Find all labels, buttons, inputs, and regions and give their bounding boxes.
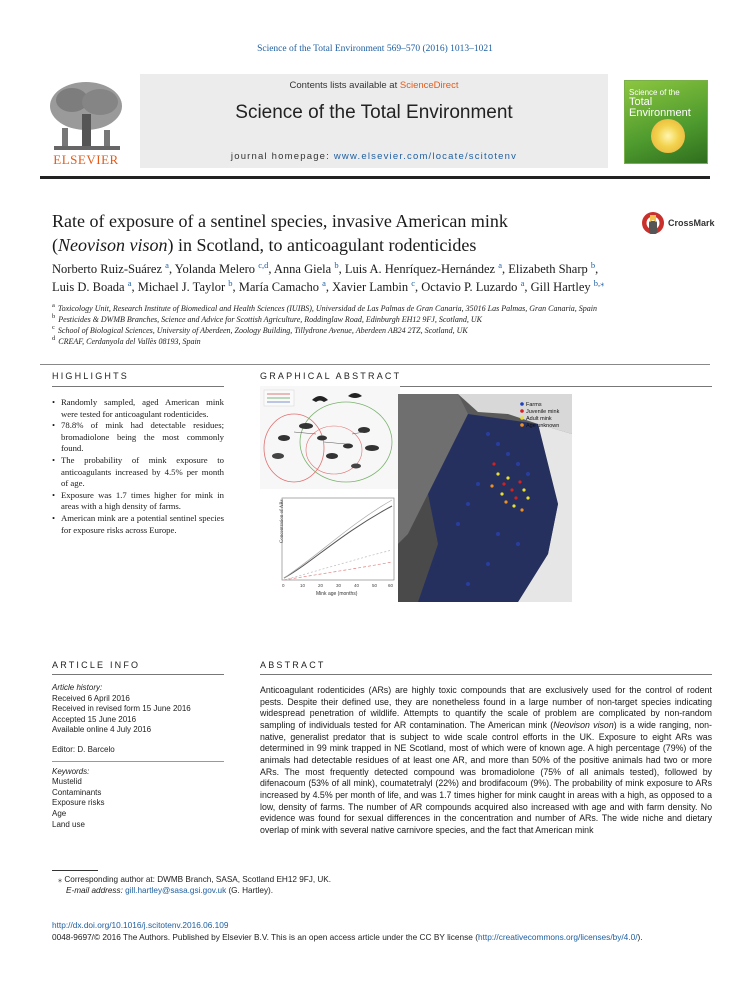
title-species: Neovison vison [58, 235, 168, 255]
author-name[interactable]: Norberto Ruiz-Suárez [52, 262, 163, 276]
crossmark-icon [641, 211, 665, 237]
scotland-mink-map [398, 394, 572, 602]
keyword: Age [52, 808, 67, 818]
affiliation-rule [40, 364, 710, 365]
title-paren: ( [52, 235, 58, 255]
affiliation-text: Pesticides & DWMB Branches, Science and Advice for Scottish Agriculture, Roddinglaw Road, Edinburgh EH12 9FJ, Scotland, UK [58, 315, 482, 324]
highlight-item: • The probability of mink exposure to anticoagulants increased by 4.5% per month of age. [52, 455, 224, 490]
plot-xtick: 50 [372, 583, 378, 588]
highlight-item: • Randomly sampled, aged American mink were tested for anticoagulant rodenticides. [52, 397, 224, 420]
affiliation-text: CREAF, Cerdanyola del Vallès 08193, Spain [58, 337, 201, 346]
crossmark-button[interactable] [641, 211, 715, 237]
author-affiliation-marker[interactable]: b,⁎ [593, 277, 605, 288]
article-title [52, 209, 612, 257]
author-affiliation-marker[interactable]: a [498, 259, 503, 270]
author-name[interactable]: Octavio P. Luzardo [421, 280, 518, 294]
journal-header [40, 74, 710, 168]
author-name[interactable]: Anna Giela [273, 262, 332, 276]
map-legend-age-unknown: Age unknown [526, 423, 560, 429]
author-affiliation-marker[interactable]: b [228, 277, 233, 288]
email-note [66, 886, 273, 895]
author-affiliation-marker[interactable]: b [334, 259, 339, 270]
article-info [52, 683, 224, 830]
author-separator: , [338, 262, 345, 276]
author-affiliation-marker[interactable]: b [590, 259, 596, 270]
license-prefix: 0048-9697/© 2016 The Authors. Published by Elsevier B.V. This is an open access article under the CC BY license ( [52, 932, 478, 942]
keyword: Contaminants [52, 787, 102, 797]
cover-flower-graphic [651, 119, 685, 153]
author-separator: , [131, 280, 138, 294]
license-line [52, 932, 712, 942]
abstract-species: Neovison vison [553, 719, 614, 730]
cover-title-small: Science of the [629, 88, 680, 97]
author-name[interactable]: Yolanda Melero [174, 262, 256, 276]
author-separator: , [168, 262, 175, 276]
plot-ylabel: Concentration of ARs [280, 499, 285, 543]
author-name[interactable]: Luis A. Henríquez-Hernández [344, 262, 496, 276]
author-affiliation-marker[interactable]: c,d [258, 259, 269, 270]
author-separator: , [415, 280, 422, 294]
journal-reference[interactable]: Science of the Total Environment 569–570 (2016) 1013–1021 [257, 44, 493, 54]
plot-xtick: 10 [300, 583, 306, 588]
map-legend-farms: Farms [526, 402, 542, 408]
affiliation-list [52, 303, 702, 347]
journal-title: Science of the Total Environment [235, 102, 513, 123]
author-affiliation-marker[interactable]: a [520, 277, 525, 288]
author-name[interactable]: Michael J. Taylor [137, 280, 226, 294]
author-separator: , [268, 262, 274, 276]
history-item: Available online 4 July 2016 [52, 725, 152, 735]
map-legend-juvenile: Juvenile mink [526, 409, 560, 415]
author-separator: , [325, 280, 333, 294]
email-label: E-mail address: [66, 886, 123, 895]
highlight-item: • Exposure was 1.7 times higher for mink in areas with a high density of farms. [52, 490, 224, 513]
homepage-prefix: journal homepage: [230, 151, 331, 162]
author-separator: , [524, 280, 531, 294]
plot-xlabel: Mink age (months) [316, 591, 358, 597]
contents-line [140, 80, 608, 91]
food-web-diagram [260, 386, 400, 489]
license-suffix: ). [637, 932, 643, 942]
homepage-line [140, 151, 608, 162]
footnote-star: ⁎ [58, 875, 63, 884]
author-name[interactable]: Xavier Lambin [332, 280, 409, 294]
editor: Editor: D. Barcelo [52, 744, 115, 754]
affiliation-item [52, 336, 702, 347]
graphical-abstract-heading: GRAPHICAL ABSTRACT [260, 371, 402, 381]
title-part1: Rate of exposure of a sentinel species, invasive American mink [52, 211, 508, 231]
corresponding-text: Corresponding author at: DWMB Branch, SASA, Scotland EH12 9FJ, UK. [64, 875, 332, 884]
keyword: Exposure risks [52, 798, 105, 808]
email-suffix: (G. Hartley). [228, 886, 274, 895]
history-item: Received in revised form 15 June 2016 [52, 704, 191, 714]
affiliation-text: Toxicology Unit, Research Institute of Biomedical and Health Sciences (IUIBS), Universidad de Las Palmas de Gran Canaria, 35016 Las Palmas, Gran Canaria, Spain [57, 304, 598, 313]
affiliation-marker: a [52, 302, 55, 310]
keyword: Land use [52, 819, 85, 829]
graphical-abstract[interactable] [260, 386, 712, 601]
footnote-rule [52, 870, 98, 871]
header-rule [40, 176, 710, 179]
affiliation-item [52, 303, 702, 314]
cover-title [629, 89, 707, 119]
age-concentration-plot [260, 494, 400, 598]
elsevier-wordmark: ELSEVIER [53, 152, 119, 167]
affiliation-marker: d [52, 335, 56, 343]
author-separator: , [595, 262, 599, 276]
abstract-part2: ) is a wide ranging, non-native, generalist predator that is subject to wide scale control efforts in the UK. Exposure to eight ARs was determined in 99 mink trapped in NE Scotland, most of which were of known age. A high percentage (79%) of the animals had detectable residues of at least one AR, and more than 50% of the positive animals had two or more ARs. The most frequently detected compound was bromadiolone (75% of all animals tested), followed by difenacoum (53% of all mink), coumatetralyl (22%) and brodifacoum (9%). The probability of mink exposure to ARs increased by 4.5% per month of life, and was 1.7 times higher for mink caught in areas with a high, as opposed to a low, density of farms. The number of AR compounds acquired also increased with age and with farm density. No evidence was found for sexual differences in the concentration and number of ARs. The wide niche and dietary overlap of mink with several native carnivore species, and the fact that American mink [260, 719, 712, 835]
author-affiliation-marker[interactable]: a [322, 277, 326, 288]
abstract-part1: Anticoagulant rodenticides (ARs) are highly toxic compounds that are exclusively used for the control of rodent pests. Despite their defined use, they are nonetheless found in a large number of non-target species indicating widespread penetration of wildlife. Attempts to quantify the scale of problem are complicated by non-random sampling of individuals tested for AR contamination. The American mink ( [260, 685, 712, 730]
affiliation-text: School of Biological Sciences, University of Aberdeen, Zoology Building, Tillydrone Avenue, Aberdeen AB24 2TZ, Scotland, UK [57, 326, 468, 335]
affiliation-item [52, 314, 702, 325]
abstract-text [260, 685, 712, 837]
keyword: Mustelid [52, 777, 82, 787]
abstract-heading: ABSTRACT [260, 660, 326, 670]
highlights-rule [52, 386, 224, 387]
article-info-heading: ARTICLE INFO [52, 660, 141, 670]
abstract-rule [260, 674, 712, 675]
plot-xtick: 0 [282, 583, 285, 588]
author-name[interactable]: Elizabeth Sharp [508, 262, 588, 276]
keywords-label: Keywords: [52, 766, 90, 776]
author-name[interactable]: Luis D. Boada [52, 280, 125, 294]
highlight-item: • 78.8% of mink had detectable residues; bromadiolone being the most commonly found. [52, 420, 224, 455]
article-info-divider [52, 761, 224, 762]
doi-link[interactable]: http://dx.doi.org/10.1016/j.scitotenv.2016.06.109 [52, 920, 229, 930]
history-item: Received 6 April 2016 [52, 693, 130, 703]
author-affiliation-marker[interactable]: a [127, 277, 132, 288]
contents-prefix: Contents lists available at [289, 80, 398, 91]
author-name[interactable]: María Camacho [238, 280, 319, 294]
homepage-link[interactable]: www.elsevier.com/locate/scitotenv [333, 151, 518, 162]
email-link[interactable]: gill.hartley@sasa.gsi.gov.uk [125, 886, 227, 895]
affiliation-item [52, 325, 702, 336]
crossmark-label: CrossMark [668, 218, 715, 228]
highlight-item: • American mink are a potential sentinel species for exposure risks across Europe. [52, 513, 224, 536]
author-list [52, 260, 702, 296]
license-link[interactable]: http://creativecommons.org/licenses/by/4.0/ [477, 932, 638, 942]
title-part2: ) in Scotland, to anticoagulant rodenticides [167, 235, 477, 255]
map-legend-adult: Adult mink [526, 416, 552, 422]
corresponding-author-note [58, 874, 331, 884]
author-affiliation-marker[interactable]: c [411, 277, 416, 288]
highlights-heading: HIGHLIGHTS [52, 371, 130, 381]
affiliation-marker: c [52, 324, 55, 332]
journal-cover-image[interactable] [624, 80, 708, 164]
sciencedirect-link[interactable]: ScienceDirect [399, 80, 459, 91]
author-separator: , [502, 262, 509, 276]
cover-title-big: Total Environment [629, 96, 691, 119]
plot-xtick: 20 [318, 583, 324, 588]
author-affiliation-marker[interactable]: a [165, 259, 169, 270]
article-info-rule [52, 674, 224, 675]
affiliation-marker: b [52, 313, 56, 321]
plot-xtick: 60 [388, 583, 394, 588]
plot-xtick: 30 [336, 583, 342, 588]
highlights-list [52, 397, 224, 536]
history-label: Article history: [52, 683, 103, 692]
history-item: Accepted 15 June 2016 [52, 714, 137, 724]
plot-xtick: 40 [354, 583, 360, 588]
author-name[interactable]: Gill Hartley [530, 280, 591, 294]
author-separator: , [232, 280, 239, 294]
